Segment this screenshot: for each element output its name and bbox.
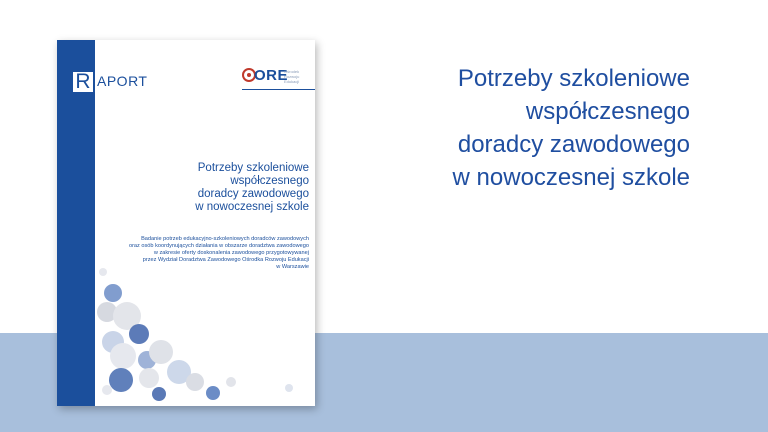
headline <box>370 62 690 194</box>
cover-spine <box>57 40 95 406</box>
report-cover <box>57 40 315 406</box>
raport-label: APORT <box>97 73 148 89</box>
ore-logo <box>242 67 312 87</box>
cover-description-line: przez Wydział Doradztwa Zawodowego Ośrodka Rozwoju Edukacji <box>142 257 309 263</box>
decor-circle <box>152 387 166 401</box>
cover-title-line: w nowoczesnej szkole <box>195 201 309 213</box>
raport-initial: R <box>73 70 95 94</box>
cover-description-line: w Warszawie <box>276 264 309 270</box>
decor-circle <box>99 268 107 276</box>
decor-circle <box>104 284 122 302</box>
cover-description-line: Badanie potrzeb edukacyjno-szkoleniowych doradców zawodowych <box>141 236 309 242</box>
cover-description-line: w zakresie oferty doskonalenia zawodowego przygotowywanej <box>153 250 309 256</box>
decor-circle <box>226 377 236 387</box>
decor-circle <box>149 340 173 364</box>
decor-circle <box>109 368 133 392</box>
logo-divider <box>242 89 315 90</box>
ore-logo-text: ORE <box>254 67 289 84</box>
headline-line: doradcy zawodowego <box>457 131 690 158</box>
cover-title-line: doradcy zawodowego <box>197 188 309 200</box>
headline-line: Potrzeby szkoleniowe <box>457 65 690 92</box>
decor-circle <box>285 384 293 392</box>
decor-circle <box>110 343 136 369</box>
cover-description-line: oraz osób koordynujących działania w obszarze doradztwa zawodowego <box>128 243 309 249</box>
decor-circle <box>139 368 159 388</box>
cover-title-line: współczesnego <box>230 175 309 187</box>
decorative-circles <box>95 260 315 406</box>
decor-circle <box>186 373 204 391</box>
cover-title-line: Potrzeby szkoleniowe <box>197 162 309 174</box>
decor-circle <box>206 386 220 400</box>
headline-line: współczesnego <box>525 98 690 125</box>
ore-logo-subtitle: Ośrodek Rozwoju Edukacji <box>284 69 300 84</box>
decor-circle <box>102 385 112 395</box>
cover-title <box>157 162 309 214</box>
decor-circle <box>129 324 149 344</box>
headline-line: w nowoczesnej szkole <box>452 164 690 191</box>
